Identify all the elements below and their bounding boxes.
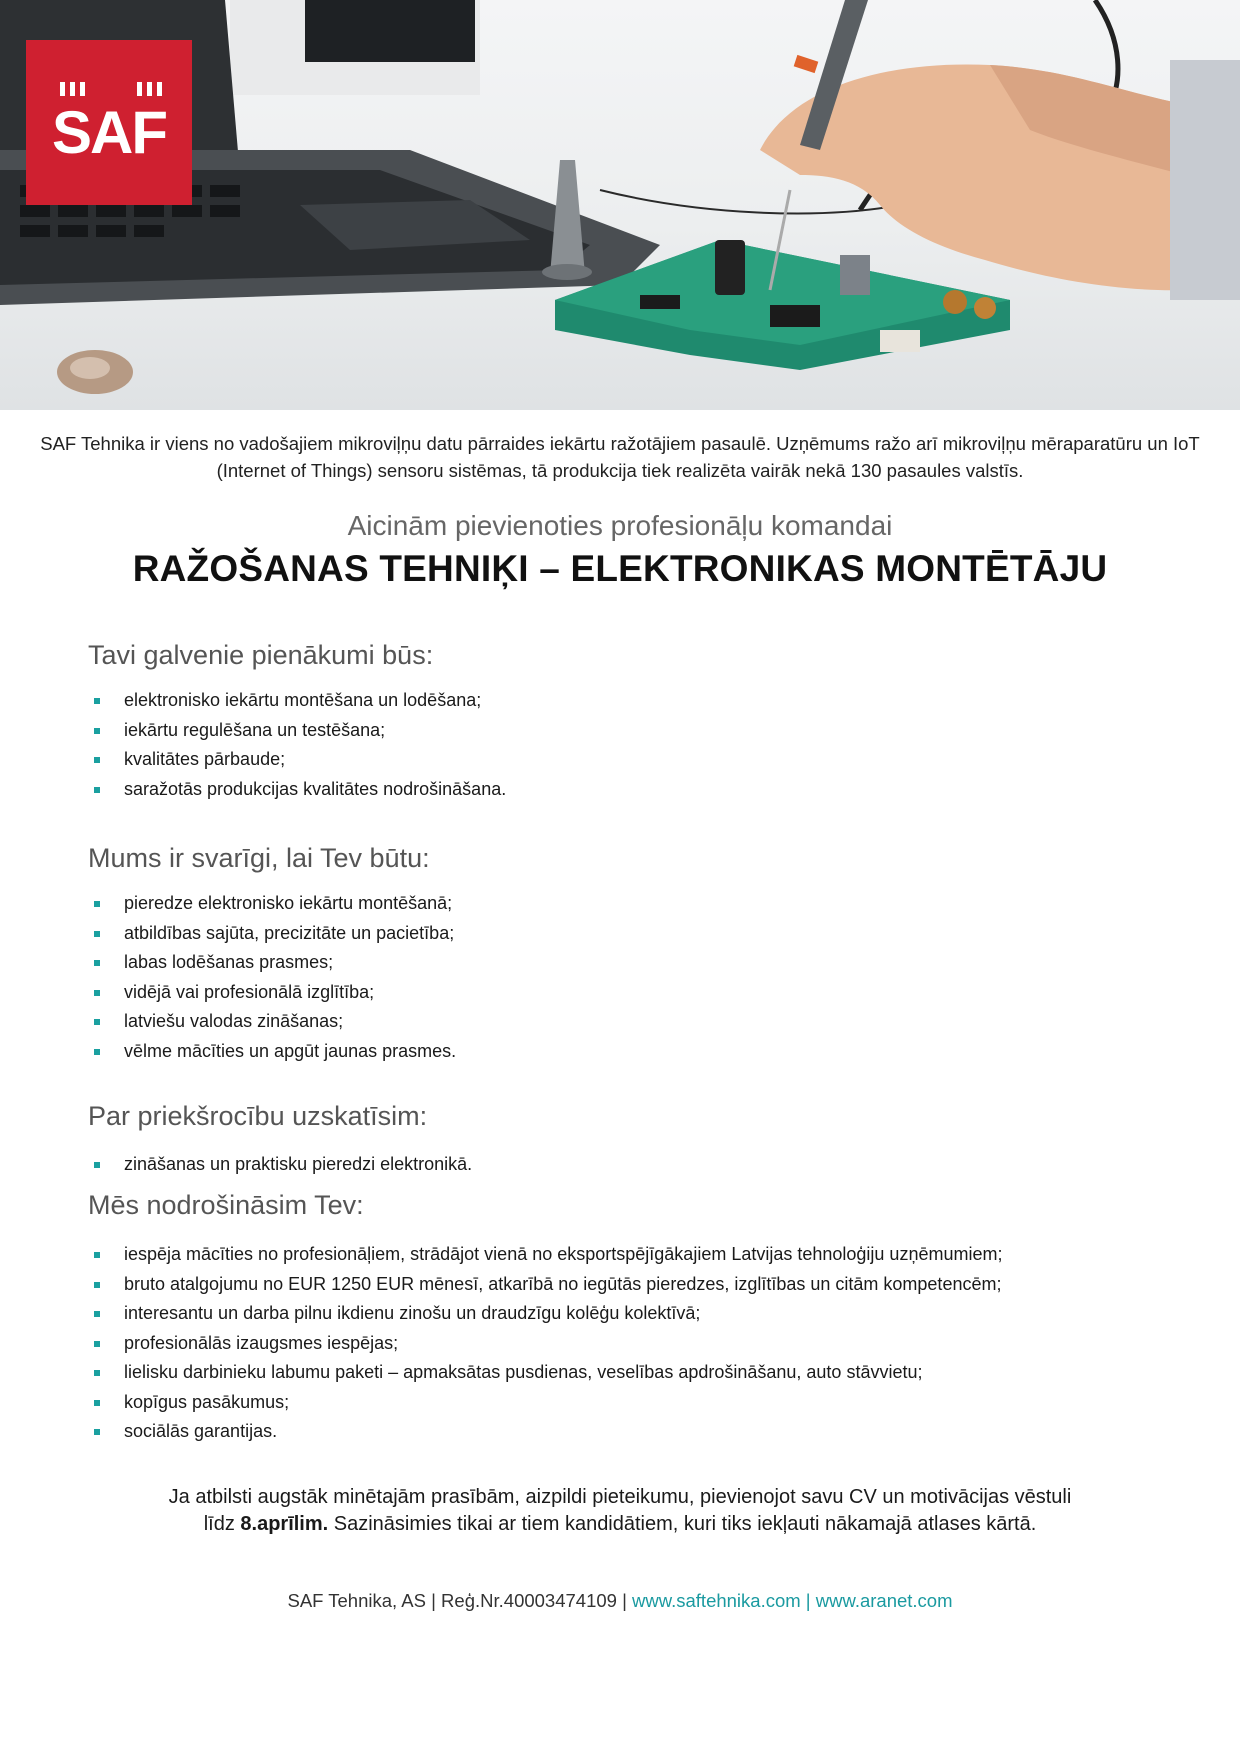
saf-logo	[26, 40, 192, 205]
list-item: latviešu valodas zināšanas;	[94, 1007, 456, 1037]
list-item: vēlme mācīties un apgūt jaunas prasmes.	[94, 1037, 456, 1067]
bullet-icon	[94, 1162, 100, 1168]
duties-list	[94, 686, 506, 804]
bullet-icon	[94, 1429, 100, 1435]
list-item: kopīgus pasākumus;	[94, 1388, 1002, 1418]
list-item: zināšanas un praktisku pieredzi elektronikā.	[94, 1150, 472, 1180]
section-heading-requirements: Mums ir svarīgi, lai Tev būtu:	[88, 843, 430, 873]
bullet-icon	[94, 931, 100, 937]
list-item: lielisku darbinieku labumu paketi – apmaksātas pusdienas, veselības apdrošināšanu, auto stāvvietu;	[94, 1358, 1002, 1388]
bullet-icon	[94, 1282, 100, 1288]
bullet-icon	[94, 1341, 100, 1347]
closing-paragraph	[40, 1484, 1200, 1538]
bullet-icon	[94, 1252, 100, 1258]
bullet-icon	[94, 1400, 100, 1406]
footer-separator: |	[800, 1590, 816, 1611]
bullet-icon	[94, 1370, 100, 1376]
link-saftehnika[interactable]: www.saftehnika.com	[632, 1590, 801, 1611]
requirements-list	[94, 889, 456, 1066]
bullet-icon	[94, 757, 100, 763]
company-intro: SAF Tehnika ir viens no vadošajiem mikroviļņu datu pārraides iekārtu ražotājiem pasaulē. Uzņēmums ražo arī mikroviļņu mēraparatūru un IoT (Internet of Things) sensoru sistēmas, tā produkcija tiek realizēta vairāk nekā 130 pasaules valstīs.	[40, 433, 1200, 481]
list-item: elektronisko iekārtu montēšana un lodēšana;	[94, 686, 506, 716]
section-heading-advantages: Par priekšrocību uzskatīsim:	[88, 1101, 428, 1131]
invitation-subheading: Aicinām pievienoties profesionāļu komandai	[347, 510, 893, 541]
list-item: bruto atalgojumu no EUR 1250 EUR mēnesī, atkarībā no iegūtās pieredzes, izglītības un citām kompetencēm;	[94, 1270, 1002, 1300]
application-deadline: 8.aprīlim.	[240, 1513, 329, 1535]
footer-company-info: SAF Tehnika, AS | Reģ.Nr.40003474109 |	[287, 1590, 633, 1611]
hero-photo	[0, 0, 1240, 410]
list-item: profesionālās izaugsmes iespējas;	[94, 1329, 1002, 1359]
list-item: kvalitātes pārbaude;	[94, 745, 506, 775]
bullet-icon	[94, 1019, 100, 1025]
bullet-icon	[94, 960, 100, 966]
bullet-icon	[94, 1311, 100, 1317]
list-item: pieredze elektronisko iekārtu montēšanā;	[94, 889, 456, 919]
advantages-list	[94, 1150, 472, 1180]
section-heading-duties: Tavi galvenie pienākumi būs:	[88, 640, 434, 670]
list-item: saražotās produkcijas kvalitātes nodrošināšana.	[94, 775, 506, 805]
list-item: iekārtu regulēšana un testēšana;	[94, 716, 506, 746]
closing-prefix: līdz	[203, 1513, 241, 1535]
bullet-icon	[94, 728, 100, 734]
list-item: iespēja mācīties no profesionāļiem, strādājot vienā no eksportspējīgākajiem Latvijas tehnoloģiju uzņēmumiem;	[94, 1240, 1002, 1270]
logo-text: SAF	[52, 99, 166, 166]
bullet-icon	[94, 901, 100, 907]
closing-suffix: Sazināsimies tikai ar tiem kandidātiem, kuri tiks iekļauti nākamajā atlases kārtā.	[328, 1513, 1037, 1535]
list-item: interesantu un darba pilnu ikdienu zinošu un draudzīgu kolēģu kolektīvā;	[94, 1299, 1002, 1329]
list-item: atbildības sajūta, precizitāte un pacietība;	[94, 919, 456, 949]
list-item: labas lodēšanas prasmes;	[94, 948, 456, 978]
section-heading-benefits: Mēs nodrošināsim Tev:	[88, 1190, 364, 1220]
link-aranet[interactable]: www.aranet.com	[815, 1590, 953, 1611]
bullet-icon	[94, 787, 100, 793]
job-title: RAŽOŠANAS TEHNIĶI – ELEKTRONIKAS MONTĒTĀJU	[132, 548, 1108, 589]
benefits-list	[94, 1240, 1002, 1447]
closing-line-1: Ja atbilsti augstāk minētajām prasībām, aizpildi pieteikumu, pievienojot savu CV un motivācijas vēstuli	[168, 1486, 1072, 1508]
footer	[40, 1590, 1200, 1612]
bullet-icon	[94, 990, 100, 996]
list-item: vidējā vai profesionālā izglītība;	[94, 978, 456, 1008]
bullet-icon	[94, 1049, 100, 1055]
logo-bars	[60, 82, 162, 96]
bullet-icon	[94, 698, 100, 704]
list-item: sociālās garantijas.	[94, 1417, 1002, 1447]
